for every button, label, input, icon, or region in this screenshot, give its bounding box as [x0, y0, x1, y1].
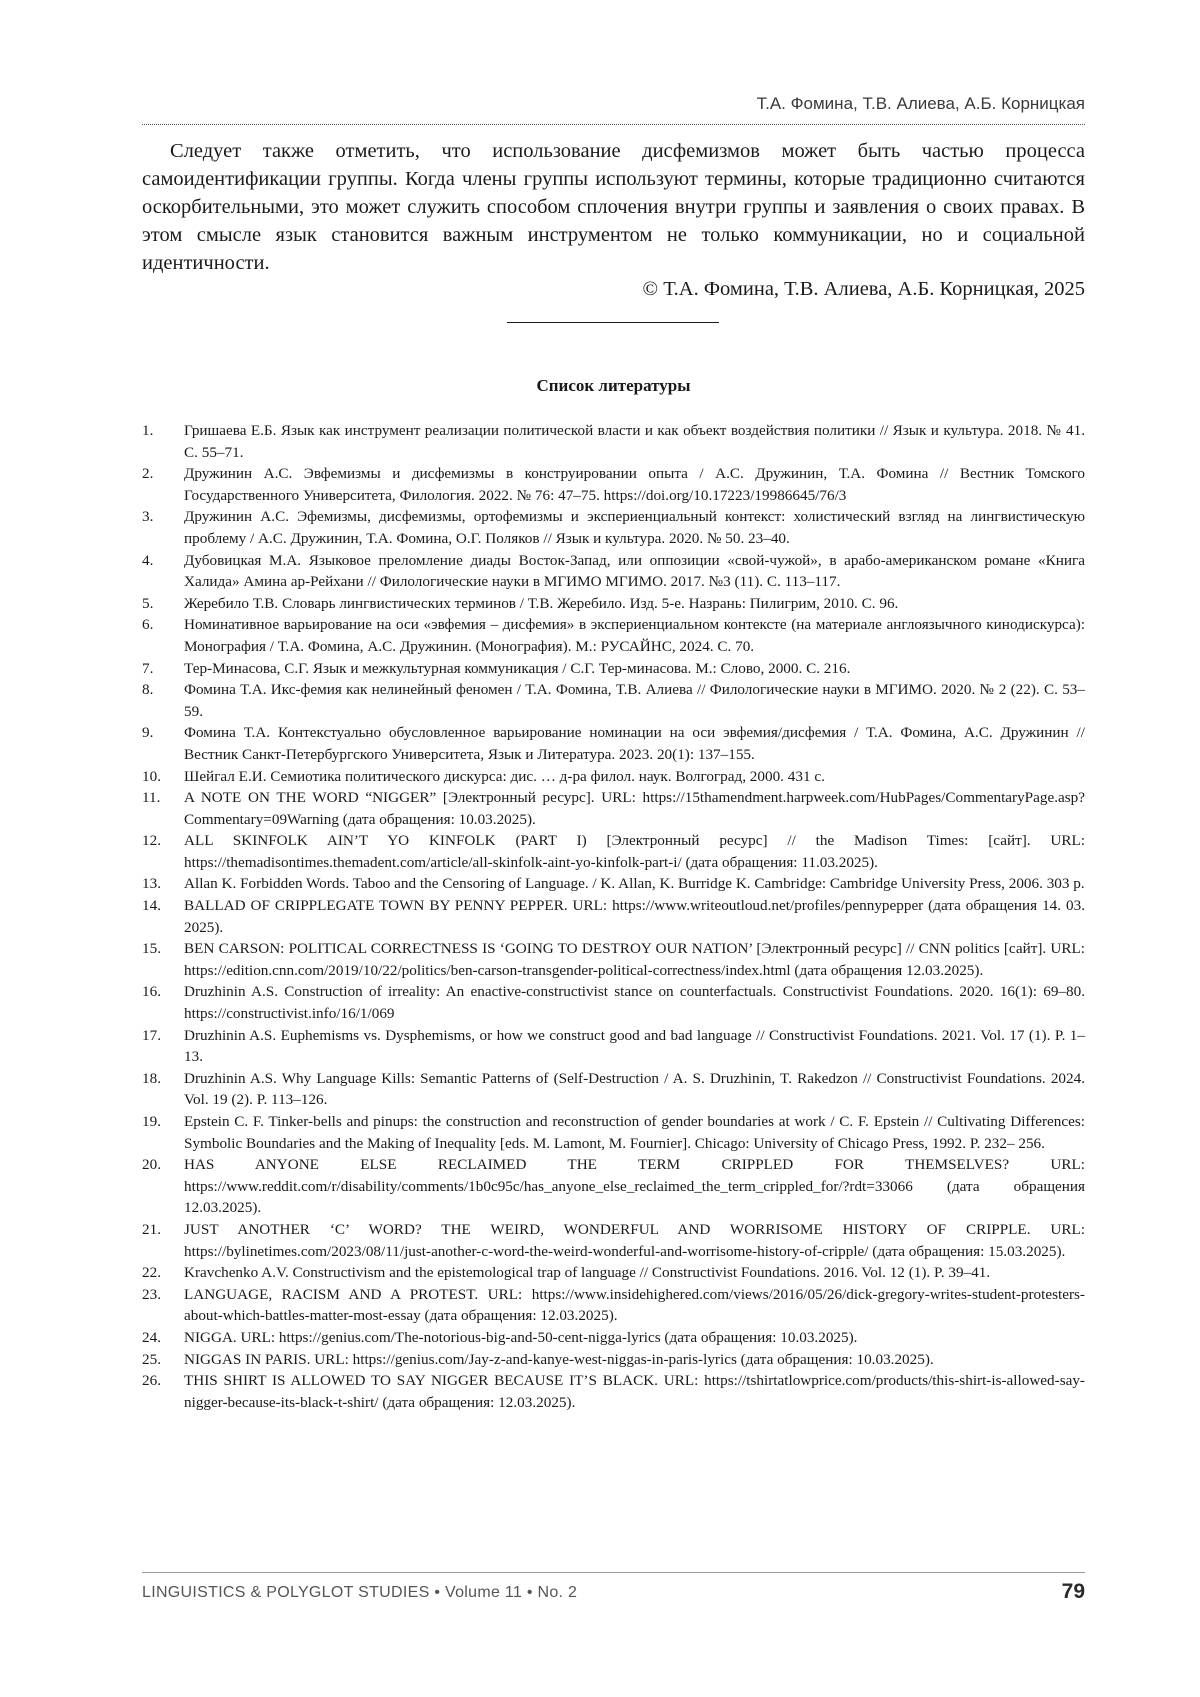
reference-item: [142, 830, 1085, 873]
reference-text: Шейгал Е.И. Семиотика политического дискурса: дис. … д-ра филол. наук. Волгоград, 2000. 431 с.: [184, 767, 825, 785]
reference-number: 13.: [142, 875, 161, 893]
reference-item: [142, 1111, 1085, 1154]
reference-number: 12.: [142, 832, 161, 850]
reference-item: [142, 981, 1085, 1024]
reference-number: 22.: [142, 1264, 161, 1282]
reference-text: NIGGAS IN PARIS. URL: https://genius.com/Jay-z-and-kanye-west-niggas-in-paris-lyrics (дата обращения: 10.03.2025).: [184, 1350, 934, 1368]
reference-number: 19.: [142, 1113, 161, 1130]
reference-item: [142, 463, 1085, 506]
reference-text: HAS ANYONE ELSE RECLAIMED THE TERM CRIPPLED FOR THEMSELVES? URL: https://www.reddit.com/r/disability/comments/1b0c95c/has_anyone_else_reclaimed_the_term_crippled_for/?rdt=33066 (дата обращения 12.03.2025).: [184, 1156, 1085, 1217]
reference-item: [142, 593, 1085, 615]
reference-item: [142, 873, 1085, 895]
reference-item: [142, 420, 1085, 463]
reference-item: [142, 722, 1085, 765]
reference-text: BEN CARSON: POLITICAL CORRECTNESS IS ‘GOING TO DESTROY OUR NATION’ [Электронный ресурс] // CNN politics [сайт]. URL: https://edition.cnn.com/2019/10/22/politics/ben-carson-transgender-political-correctness/index.html (дата обращения 12.03.2025).: [184, 940, 1085, 979]
reference-item: [142, 787, 1085, 830]
reference-text: Номинативное варьирование на оси «эвфемия – дисфемия» в экспериенциальном контексте (на материале англоязычного кинодискурса): Монография / Т.А. Фомина, А.С. Дружинин. (Монография). М.: РУСАЙНС, 2024. С. 70.: [184, 616, 1085, 655]
reference-number: 23.: [142, 1285, 161, 1303]
reference-number: 9.: [142, 724, 154, 742]
section-divider: [507, 322, 719, 323]
reference-item: [142, 1154, 1085, 1219]
reference-text: Druzhinin A.S. Construction of irreality: An enactive-constructivist stance on counterfactuals. Constructivist Foundations. 2020. 16(1): 69–80. https://constructivist.info/16/1/069: [184, 983, 1085, 1023]
reference-item: [142, 506, 1085, 549]
reference-number: 8.: [142, 681, 154, 699]
reference-item: [142, 1262, 1085, 1284]
reference-number: 15.: [142, 940, 161, 958]
reference-number: 21.: [142, 1220, 161, 1238]
reference-number: 3.: [142, 508, 154, 526]
reference-text: Тер-Минасова, С.Г. Язык и межкультурная коммуникация / С.Г. Тер-минасова. М.: Слово, 2000. С. 216.: [184, 659, 851, 677]
reference-item: [142, 1068, 1085, 1111]
reference-number: 1.: [142, 422, 154, 439]
reference-text: Жеребило Т.В. Словарь лингвистических терминов / Т.В. Жеребило. Изд. 5-е. Назрань: Пилигрим, 2010. С. 96.: [184, 594, 899, 612]
reference-text: Дружинин А.С. Эвфемизмы и дисфемизмы в конструировании опыта / А.С. Дружинин, Т.А. Фомина // Вестник Томского Государственного Университета, Филология. 2022. № 76: 47–75. https://doi.org/10.17223/19986645/76/3: [184, 465, 1085, 504]
reference-text: Дубовицкая М.А. Языковое преломление диады Восток-Запад, или оппозиции «свой-чужой», в арабо-американском романе «Книга Халида» Амина ар-Рейхани // Филологические науки в МГИМО МГИМО. 2017. №3 (11). С. 113–117.: [184, 551, 1085, 591]
body-paragraph: Следует также отметить, что использование дисфемизмов может быть частью процесса самоидентификации группы. Когда члены группы используют термины, которые традиционно считаются оскорбительными, это может служить способом сплочения внутри группы и заявления о своих правах. В этом смысле язык становится важным инструментом не только коммуникации, но и социальной идентичности.: [142, 140, 1085, 274]
reference-text: A NOTE ON THE WORD “NIGGER” [Электронный ресурс]. URL: https://15thamendment.harpweek.com/HubPages/CommentaryPage.asp?Commentary=09Warning (дата обращения: 10.03.2025).: [184, 789, 1085, 828]
reference-item: [142, 614, 1085, 657]
reference-text: ALL SKINFOLK AIN’T YO KINFOLK (PART I) [Электронный ресурс] // the Madison Times: [сайт]. URL: https://themadisontimes.themadent.com/article/all-skinfolk-aint-yo-kinfolk-part-i/ (дата обращения: 11.03.2025).: [184, 832, 1085, 871]
reference-text: NIGGA. URL: https://genius.com/The-notorious-big-and-50-cent-nigga-lyrics (дата обращения: 10.03.2025).: [184, 1328, 858, 1346]
reference-item: [142, 1327, 1085, 1349]
reference-number: 17.: [142, 1026, 161, 1044]
journal-name: LINGUISTICS & POLYGLOT STUDIES • Volume 11 • No. 2: [142, 1584, 578, 1601]
reference-item: [142, 550, 1085, 593]
copyright-line: © Т.А. Фомина, Т.В. Алиева, А.Б. Корницкая, 2025: [642, 278, 1085, 300]
reference-item: [142, 895, 1085, 938]
references-heading: Список литературы: [536, 376, 691, 395]
reference-text: Allan K. Forbidden Words. Taboo and the Censoring of Language. / K. Allan, K. Burridge K. Cambridge: Cambridge University Press, 2006. 303 p.: [184, 875, 1085, 893]
reference-item: [142, 766, 1085, 788]
reference-text: Druzhinin A.S. Euphemisms vs. Dysphemisms, or how we construct good and bad language // Constructivist Foundations. 2021. Vol. 17 (1). P. 1–13.: [184, 1026, 1085, 1066]
reference-text: Kravchenko A.V. Constructivism and the epistemological trap of language // Constructivist Foundations. 2016. Vol. 12 (1). P. 39–41.: [184, 1264, 991, 1282]
footer-rule: [142, 1572, 1085, 1573]
page-number: 79: [1061, 1580, 1085, 1603]
reference-number: 26.: [142, 1372, 161, 1390]
reference-number: 6.: [142, 616, 154, 634]
reference-text: Epstein C. F. Tinker-bells and pinups: the construction and reconstruction of gender boundaries at work / C. F. Epstein // Cultivating Differences: Symbolic Boundaries and the Making of Inequality [eds. M. Lamont, M. Fournier]. Chicago: University of Chicago Press, 1992. P. 232– 256.: [184, 1113, 1085, 1152]
reference-text: Гришаева Е.Б. Язык как инструмент реализации политической власти и как объект воздействия политики // Язык и культура. 2018. № 41. С. 55–71.: [184, 422, 1085, 461]
page-footer: [142, 1580, 1085, 1610]
reference-number: 14.: [142, 897, 161, 915]
reference-text: Фомина Т.А. Икс-фемия как нелинейный феномен / Т.А. Фомина, Т.В. Алиева // Филологические науки в МГИМО. 2020. № 2 (22). С. 53–59.: [184, 681, 1085, 720]
reference-number: 24.: [142, 1328, 161, 1346]
references-list: [142, 420, 1085, 1413]
reference-number: 25.: [142, 1350, 161, 1368]
reference-text: Дружинин А.С. Эфемизмы, дисфемизмы, ортофемизмы и экспериенциальный контекст: холистический взгляд на лингвистическую проблему / А.С. Дружинин, Т.А. Фомина, О.Г. Поляков // Язык и культура. 2020. № 50. 23–40.: [184, 508, 1085, 547]
reference-number: 7.: [142, 659, 154, 677]
header-dotted-rule: [142, 124, 1085, 125]
running-head: Т.А. Фомина, Т.В. Алиева, А.Б. Корницкая: [756, 94, 1085, 113]
reference-text: THIS SHIRT IS ALLOWED TO SAY NIGGER BECAUSE IT’S BLACK. URL: https://tshirtatlowprice.com/products/this-shirt-is-allowed-say-nigger-because-its-black-t-shirt/ (дата обращения: 12.03.2025).: [184, 1372, 1085, 1411]
reference-number: 5.: [142, 594, 154, 612]
reference-number: 4.: [142, 551, 154, 569]
reference-number: 16.: [142, 983, 161, 1001]
reference-text: BALLAD OF CRIPPLEGATE TOWN BY PENNY PEPPER. URL: https://www.writeoutloud.net/profiles/pennypepper (дата обращения 14. 03. 2025).: [184, 897, 1085, 936]
reference-item: [142, 1219, 1085, 1262]
reference-number: 20.: [142, 1156, 161, 1174]
reference-text: JUST ANOTHER ‘C’ WORD? THE WEIRD, WONDERFUL AND WORRISOME HISTORY OF CRIPPLE. URL: https://bylinetimes.com/2023/08/11/just-another-c-word-the-weird-wonderful-and-worrisome-history-of-cripple/ (дата обращения: 15.03.2025).: [184, 1220, 1085, 1260]
reference-text: Druzhinin A.S. Why Language Kills: Semantic Patterns of (Self-Destruction / A. S. Druzhinin, T. Rakedzon // Constructivist Foundations. 2024. Vol. 19 (2). P. 113–126.: [184, 1069, 1085, 1109]
reference-text: LANGUAGE, RACISM AND A PROTEST. URL: https://www.insidehighered.com/views/2016/05/26/dick-gregory-writes-student-protesters-about-which-battles-matter-most-essay (дата обращения: 12.03.2025).: [184, 1285, 1085, 1325]
reference-item: [142, 1025, 1085, 1068]
reference-text: Фомина Т.А. Контекстуально обусловленное варьирование номинации на оси эвфемия/дисфемия / Т.А. Фомина, А.С. Дружинин // Вестник Санкт-Петербургского Университета, Язык и Литература. 2023. 20(1): 137–155.: [184, 724, 1085, 763]
reference-number: 18.: [142, 1069, 161, 1087]
reference-item: [142, 1284, 1085, 1327]
reference-number: 10.: [142, 767, 161, 785]
reference-number: 11.: [142, 789, 161, 807]
reference-item: [142, 679, 1085, 722]
reference-item: [142, 938, 1085, 981]
reference-item: [142, 1370, 1085, 1413]
reference-item: [142, 658, 1085, 680]
reference-item: [142, 1349, 1085, 1371]
reference-number: 2.: [142, 465, 154, 483]
